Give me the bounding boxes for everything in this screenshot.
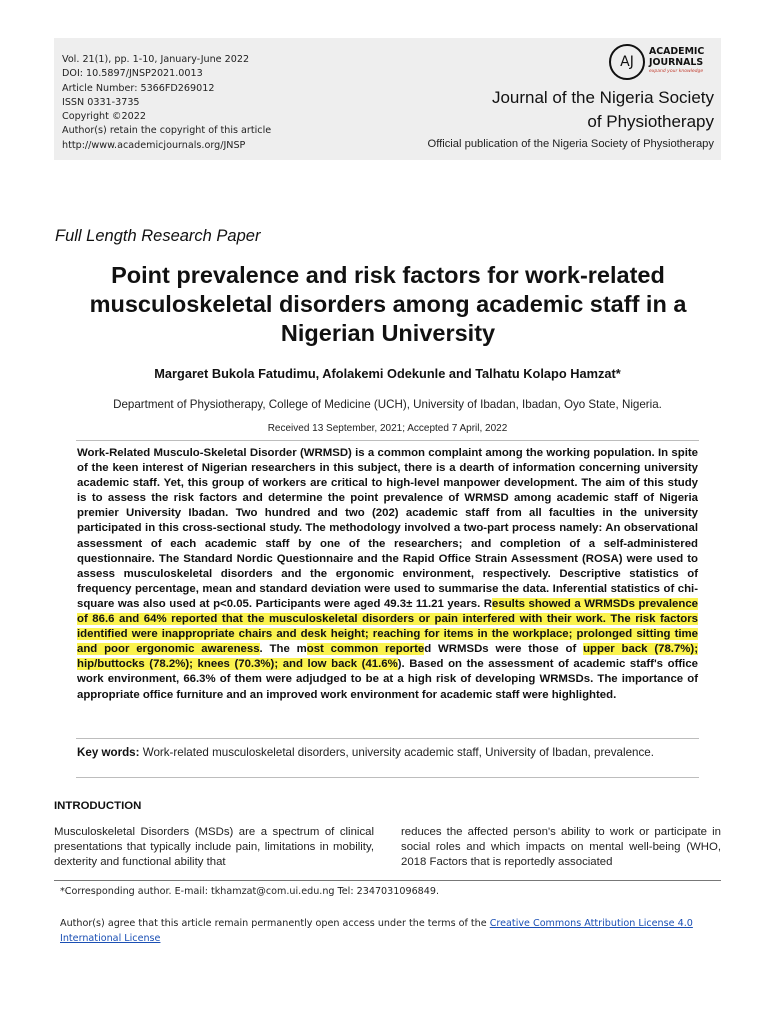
license-notice [60,916,722,946]
abstract-text-4: ). Based on the assessment of academic staff's office work environment, 66.3% of them were adjudged to be at a high risk of developing WRMSDs. The importance of appropriate office furniture and an improved work environment for academic staff were highlighted. [77,658,698,701]
license-text: Author(s) agree that this article remain permanently open access under the terms of the [60,918,490,929]
meta-volume: Vol. 21(1), pp. 1-10, January-June 2022 [62,54,250,65]
keywords-label: Key words: [77,746,140,759]
paper-type: Full Length Research Paper [55,227,261,245]
meta-issn: ISSN 0331-3735 [62,96,140,108]
journal-title-line-1: Journal of the Nigeria Society [491,88,714,107]
journal-subtitle: Official publication of the Nigeria Society of Physiotherapy [427,138,714,150]
abstract-top-rule [76,440,699,441]
meta-url[interactable]: http://www.academicjournals.org/JNSP [62,139,246,151]
logo-tagline: expand your knowledge [649,69,704,74]
received-dates: Received 13 September, 2021; Accepted 7 April, 2022 [267,423,508,434]
abstract-text-2: . The m [259,643,307,656]
keywords-top-rule [76,738,699,739]
logo-line-1: ACADEMIC [649,46,705,57]
meta-doi: DOI: 10.5897/JNSP2021.0013 [62,68,203,80]
introduction-heading: INTRODUCTION [54,800,142,812]
logo-wordmark [649,47,704,68]
paper-authors: Margaret Bukola Fatudimu, Afolakemi Odekunle and Talhatu Kolapo Hamzat* [154,366,621,381]
meta-rights: Author(s) retain the copyright of this article [62,125,272,137]
journal-title [394,86,714,134]
keywords-text: Work-related musculoskeletal disorders, university academic staff, University of Ibadan, prevalence. [139,746,654,759]
paper-affiliation: Department of Physiotherapy, College of Medicine (UCH), University of Ibadan, Ibadan, Oyo State, Nigeria. [113,398,662,411]
abstract-text-1: Work-Related Musculo-Skeletal Disorder (WRMSD) is a common complaint among the working population. In spite of the keen interest of Nigerian researchers in this subject, there is a dearth of information concerning university academic staff. Yet, this group of workers are critical to high-level manpower development. The aim of this study is to assess the risk factors and determine the point prevalence of WRMSD among academic staff of Nigeria premier University Ibadan. Two hundred and two (202) academic staff from all faculties in the university participated in this cross-sectional study. The methodology involved a two-part process namely: An observational assessment of each academic staff by one of the researchers; and completion of a self-administered questionnaire. The Standard Nordic Questionnaire and the Rapid Office Strain Assessment (ROSA) were used to assess musculoskeletal disorders and the ergonomic environment, respectively. Descriptive statistics of frequency percentage, mean and standard deviation were used to summarise the data. Inferential statistics of chi-square was also used at p<0.05. Participants were aged 49.3± 11.21 years. R [77,447,698,610]
paper-title: Point prevalence and risk factors for work-related musculoskeletal disorders among academic staff in a Nigerian University [89,262,687,346]
meta-copyright: Copyright ©2022 [62,111,146,123]
meta-article-number: Article Number: 5366FD269012 [62,82,215,94]
abstract-highlight-results: esults showed a WRMSDs prevalence of 86.6 and 64% reported that the musculoskeletal disorders or pain interfered with their work. The risk factors identified were inappropriate chairs and desk height; reaching for items in the workplace; prolonged sitting time and poor ergonomic awareness [77,597,698,656]
abstract-highlight-common: ost common reporte [306,643,425,656]
logo-icon: AJ [609,44,645,80]
keywords-bottom-rule [76,777,699,778]
academic-journals-logo [609,44,713,82]
corresponding-author: *Corresponding author. E-mail: tkhamzat@com.ui.edu.ng Tel: 2347031096849. [60,886,440,897]
abstract [77,446,698,703]
logo-line-2: JOURNALS [649,56,704,68]
keywords [77,745,698,760]
abstract-highlight-body-parts: upper back (78.7%); hip/buttocks (78.2%); knees (70.3%); and low back (41.6% [77,643,699,671]
license-link[interactable]: Creative Commons Attribution License 4.0 International License [60,918,693,944]
introduction-column-left: Musculoskeletal Disorders (MSDs) are a spectrum of clinical presentations that typically include pain, limitations in mobility, dexterity and functional ability that [54,826,374,869]
introduction-column-right: reduces the affected person's ability to work or participate in social roles and which impacts on mental well-being (WHO, 2018 Factors that is reportedly associated [401,826,721,869]
abstract-text-3: d WRMSDs were those of [424,643,584,656]
article-meta [62,53,271,153]
journal-title-line-2: of Physiotherapy [587,112,714,131]
footnote-rule [54,880,721,881]
